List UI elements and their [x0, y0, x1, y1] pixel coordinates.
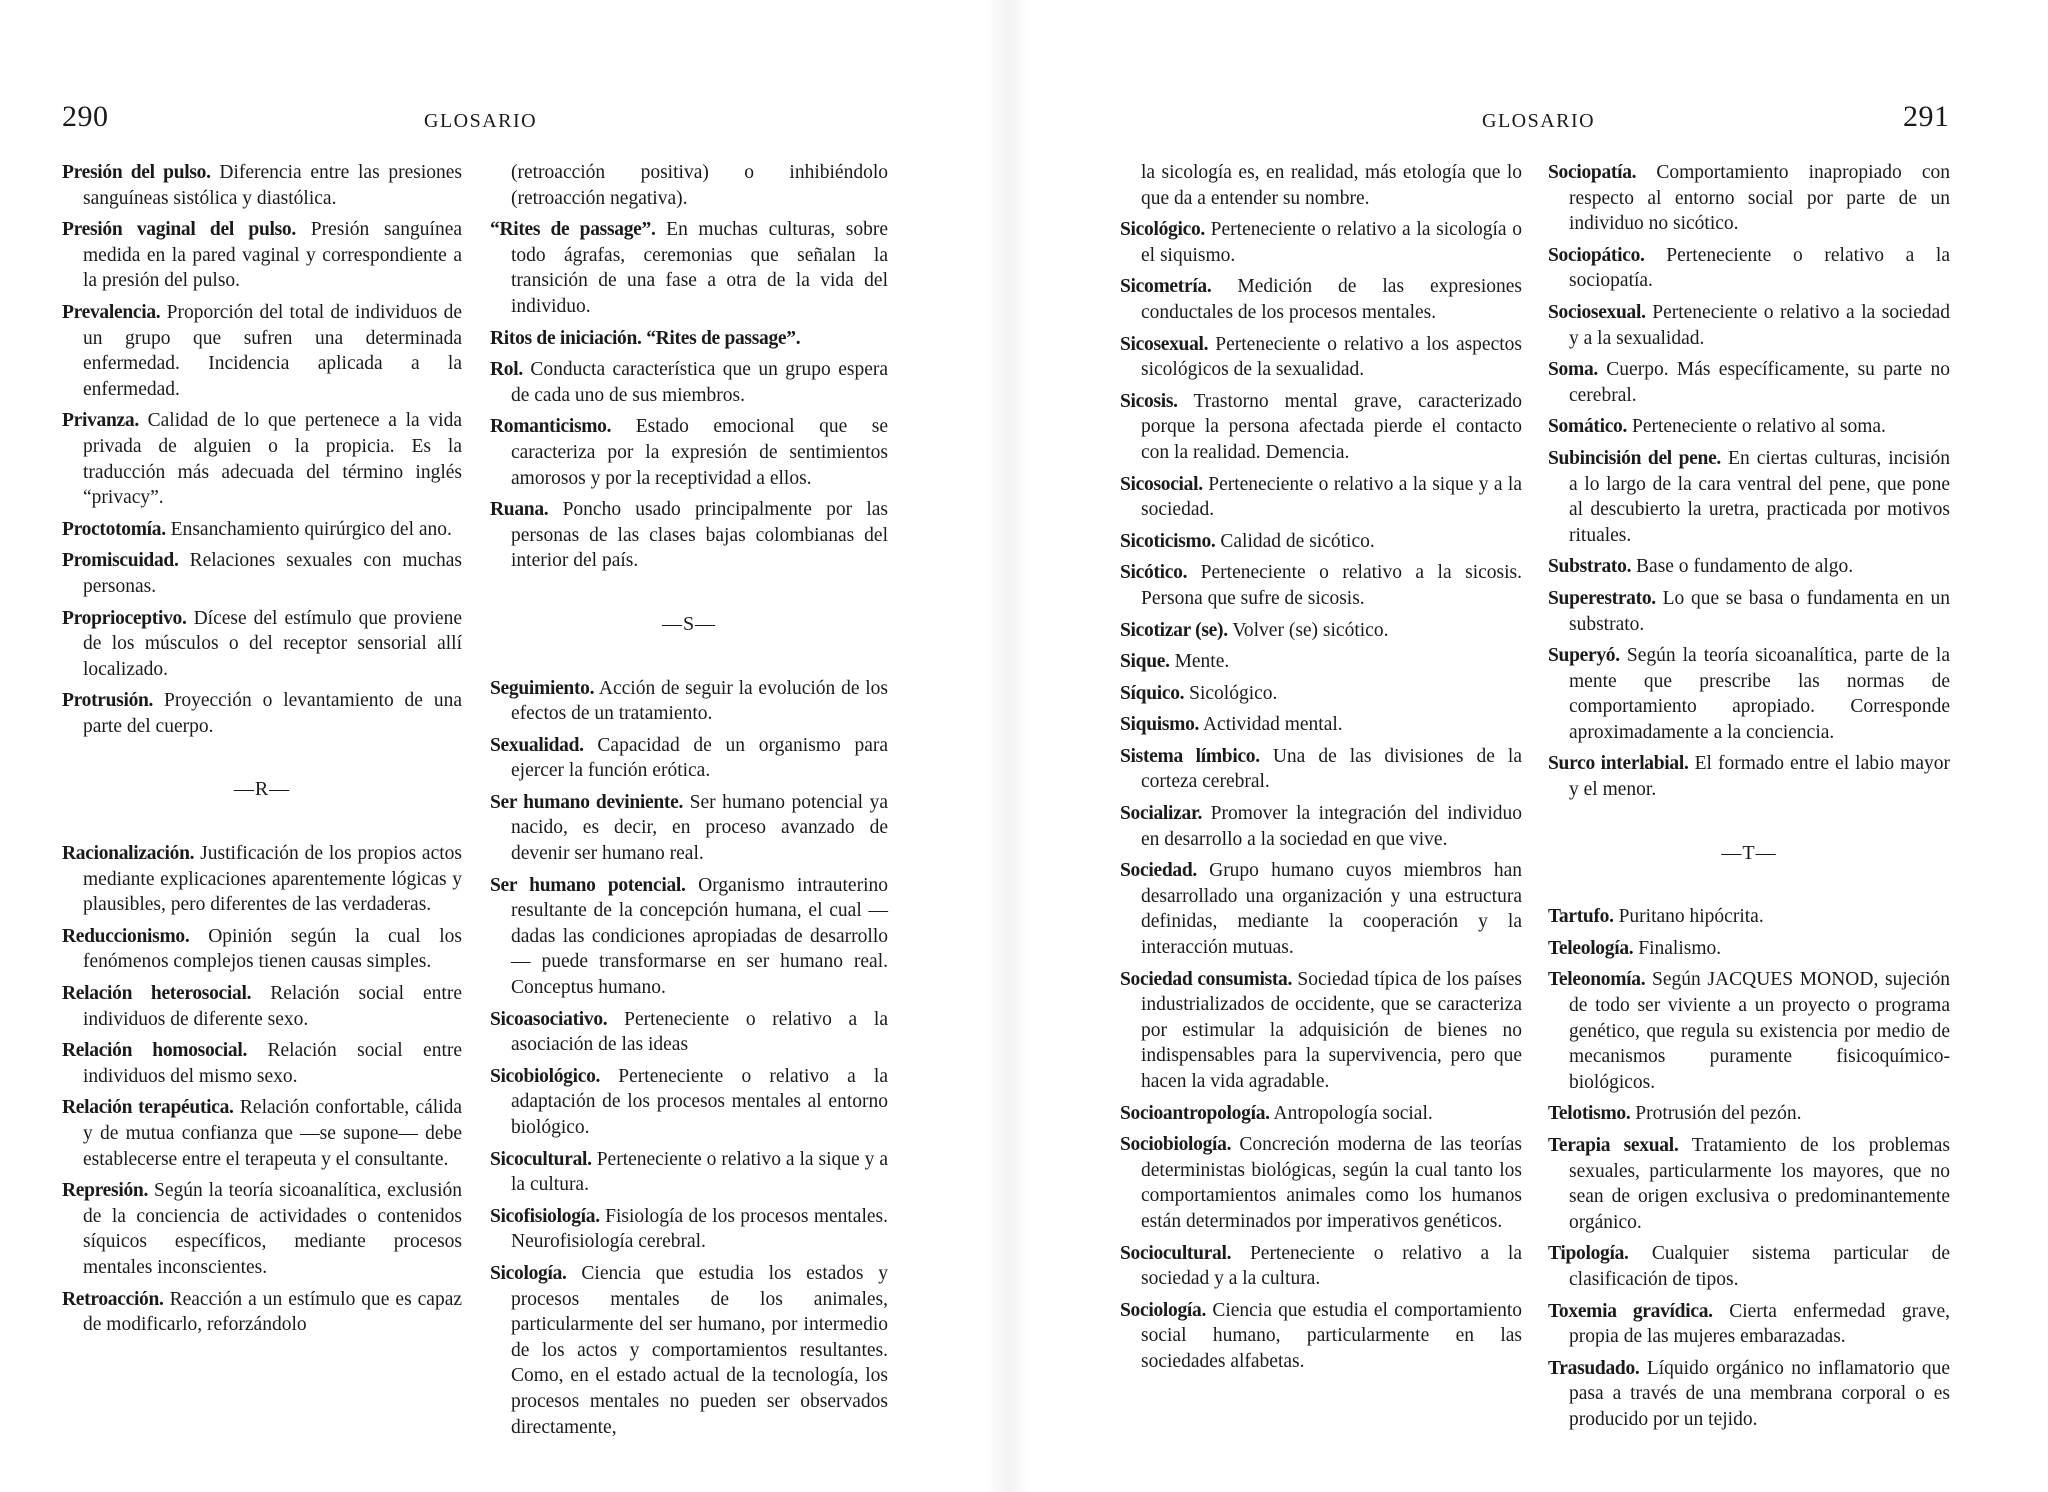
- glossary-term: Telotismo.: [1548, 1103, 1631, 1125]
- glossary-entry: [1548, 643, 1950, 745]
- left-page: [0, 0, 1000, 1492]
- page-number: 291: [1903, 100, 1950, 133]
- glossary-entry: [1548, 1241, 1950, 1292]
- glossary-term: Sique.: [1120, 651, 1170, 673]
- glossary-term: Sistema límbico.: [1120, 745, 1260, 767]
- glossary-entry: [1120, 472, 1522, 523]
- glossary-term: Sicoticismo.: [1120, 530, 1216, 552]
- glossary-entry: [62, 924, 462, 975]
- glossary-definition: Perteneciente o relativo a la adaptación de los procesos mentales al entorno biológico.: [511, 1065, 889, 1138]
- glossary-entry: [1120, 618, 1522, 644]
- glossary-entry: [490, 1064, 888, 1141]
- glossary-definition: Perteneciente o relativo a la sicosis. Persona que sufre de sicosis.: [1141, 562, 1522, 609]
- glossary-definition: Sicológico.: [1189, 682, 1278, 704]
- glossary-definition: Poncho usado principalmente por las personas de las clases bajas colombianas del interior del país.: [511, 499, 889, 572]
- glossary-entry: [1548, 446, 1950, 548]
- glossary-term: Socializar.: [1120, 803, 1203, 825]
- glossary-definition: Fisiología de los procesos mentales. Neurofisiología cerebral.: [511, 1205, 888, 1253]
- glossary-entry: [1548, 1299, 1950, 1350]
- glossary-entry: [1548, 967, 1950, 1095]
- glossary-definition: Perteneciente o relativo a la sicología o el siquismo.: [1141, 219, 1522, 266]
- glossary-term: Privanza.: [62, 410, 139, 432]
- glossary-definition: Relación confortable, cálida y de mutua confianza que —se supone— debe establecerse entre el terapeuta y el consultante.: [83, 1097, 462, 1170]
- glossary-entry: [1548, 160, 1950, 237]
- glossary-definition: Perteneciente o relativo a la sociopatía.: [1569, 244, 1951, 292]
- glossary-definition: Mente.: [1174, 651, 1230, 673]
- glossary-entry: [1548, 300, 1950, 351]
- glossary-entry: [490, 357, 888, 408]
- glossary-entry: [1120, 712, 1522, 738]
- glossary-entry: [1120, 681, 1522, 707]
- glossary-term: Sicotizar (se).: [1120, 619, 1228, 641]
- glossary-entry: [1120, 744, 1522, 795]
- glossary-definition: Reacción a un estímulo que es capaz de modificarlo, reforzándolo: [83, 1288, 463, 1336]
- glossary-definition: Perteneciente o relativo a la asociación de las ideas: [511, 1008, 889, 1056]
- glossary-definition: Conducta característica que un grupo espera de cada uno de sus miembros.: [511, 359, 889, 406]
- glossary-definition: Promover la integración del individuo en desarrollo a la sociedad en que vive.: [1141, 803, 1523, 850]
- glossary-definition: (retroacción positiva) o inhibiéndolo (retroacción negativa).: [511, 162, 888, 209]
- glossary-term: Sicosis.: [1120, 390, 1178, 412]
- glossary-term: Proprioceptivo.: [62, 607, 187, 629]
- glossary-term: Represión.: [62, 1180, 149, 1202]
- glossary-term: Relación heterosocial.: [62, 983, 252, 1005]
- glossary-column: [1120, 160, 1522, 1381]
- glossary-term: Teleología.: [1548, 937, 1634, 959]
- glossary-term: Toxemia gravídica.: [1548, 1300, 1713, 1322]
- glossary-entry: [1548, 1133, 1950, 1235]
- glossary-term: Sicótico.: [1120, 562, 1188, 584]
- glossary-entry: [1120, 389, 1522, 466]
- glossary-entry: [490, 1204, 888, 1255]
- glossary-definition: Opinión según la cual los fenómenos complejos tienen causas simples.: [83, 925, 463, 973]
- glossary-definition: Perteneciente o relativo a la sique y a la sociedad.: [1141, 473, 1522, 521]
- glossary-term: Soma.: [1548, 359, 1598, 381]
- glossary-entry: [490, 1261, 888, 1440]
- glossary-term: Somático.: [1548, 416, 1628, 438]
- glossary-term: Ser humano deviniente.: [490, 791, 684, 813]
- glossary-term: Superestrato.: [1548, 587, 1656, 609]
- glossary-definition: Perteneciente o relativo a la sociedad y a la cultura.: [1141, 1242, 1522, 1290]
- glossary-term: Reduccionismo.: [62, 925, 190, 947]
- section-heading: —R—: [233, 778, 291, 801]
- glossary-term: Rol.: [490, 359, 523, 381]
- glossary-entry: [1120, 332, 1522, 383]
- glossary-entry: [62, 408, 462, 510]
- glossary-entry: [490, 217, 888, 319]
- glossary-column: [490, 160, 888, 1446]
- glossary-term: Sicosexual.: [1120, 333, 1209, 355]
- glossary-entry: [62, 160, 462, 211]
- glossary-definition: Organismo intrauterino resultante de la concepción humana, el cual —dadas las condiciones apropiadas de desarrollo— puede transformarse en ser humano real. Conceptus humano.: [511, 874, 888, 999]
- glossary-entry: [1120, 649, 1522, 675]
- glossary-definition: Medición de las expresiones conductales de los procesos mentales.: [1141, 276, 1522, 323]
- glossary-entry: [62, 300, 462, 402]
- glossary-definition: Grupo humano cuyos miembros han desarrollado una organización y una estructura definidas, mediante la cooperación y la interacción mutuas.: [1141, 860, 1522, 959]
- glossary-definition: En ciertas culturas, incisión a lo largo de la cara ventral del pene, que pone al descubierto la uretra, practicada por motivos rituales.: [1569, 447, 1951, 546]
- glossary-definition: Perteneciente o relativo a la sociedad y a la sexualidad.: [1569, 301, 1951, 349]
- glossary-definition: Acción de seguir la evolución de los efectos de un tratamiento.: [511, 677, 888, 725]
- glossary-entry: [62, 548, 462, 599]
- glossary-term: Proctotomía.: [62, 518, 166, 540]
- glossary-entry: [490, 1147, 888, 1198]
- glossary-definition: Capacidad de un organismo para ejercer la función erótica.: [511, 734, 888, 782]
- glossary-definition: Perteneciente o relativo a los aspectos sicológicos de la sexualidad.: [1141, 333, 1522, 381]
- glossary-term: Sicoasociativo.: [490, 1008, 608, 1030]
- glossary-entry: [1548, 414, 1950, 440]
- glossary-definition: Antropología social.: [1273, 1102, 1433, 1124]
- glossary-definition: Dícese del estímulo que proviene de los músculos o del receptor sensorial allí localizado.: [83, 607, 462, 680]
- glossary-entry: [1120, 858, 1522, 960]
- glossary-definition: Perteneciente o relativo al soma.: [1631, 416, 1886, 438]
- glossary-entry: [62, 217, 462, 294]
- glossary-entry: [490, 160, 888, 211]
- glossary-definition: Perteneciente o relativo a la sique y a la cultura.: [511, 1148, 889, 1196]
- glossary-term: Sociedad.: [1120, 860, 1197, 882]
- glossary-definition: Tratamiento de los problemas sexuales, particularmente los mayores, que no sean de origen exclusiva o predominantemente orgánico.: [1569, 1135, 1950, 1233]
- glossary-definition: Lo que se basa o fundamenta en un substrato.: [1569, 587, 1950, 635]
- glossary-definition: Líquido orgánico no inflamatorio que pasa a través de una membrana corporal o es producido por un tejido.: [1569, 1357, 1950, 1430]
- glossary-definition: Relaciones sexuales con muchas personas.: [83, 550, 462, 597]
- glossary-entry: [1120, 529, 1522, 555]
- glossary-definition: Cualquier sistema particular de clasificación de tipos.: [1569, 1243, 1951, 1290]
- glossary-definition: Proporción del total de individuos de un grupo que sufren una determinada enfermedad. Incidencia aplicada a la enfermedad.: [83, 301, 462, 400]
- glossary-term: Sicometría.: [1120, 276, 1212, 298]
- running-head: GLOSARIO: [424, 110, 538, 132]
- glossary-entry: [1548, 243, 1950, 294]
- glossary-term: Ritos de iniciación. “Rites de passage”.: [490, 327, 801, 349]
- glossary-definition: Finalismo.: [1638, 937, 1722, 959]
- glossary-column: [1548, 160, 1950, 1439]
- glossary-definition: Comportamiento inapropiado con respecto al entorno social por parte de un individuo no sicótico.: [1569, 162, 1951, 235]
- glossary-definition: Puritano hipócrita.: [1618, 906, 1764, 928]
- glossary-entry: [1120, 560, 1522, 611]
- glossary-term: Ser humano potencial.: [490, 874, 686, 896]
- glossary-term: Prevalencia.: [62, 301, 161, 323]
- glossary-definition: Ciencia que estudia los estados y procesos mentales de los animales, particularmente del ser humano, por intermedio de los actos y comportamientos resultantes. Como, en el estado actual de la tecnología, los procesos mentales no pueden ser observados directamente,: [511, 1262, 888, 1438]
- glossary-entry: [1120, 1132, 1522, 1234]
- glossary-entry: [490, 873, 888, 1001]
- glossary-definition: la sicología es, en realidad, más etología que lo que da a entender su nombre.: [1141, 162, 1522, 209]
- glossary-term: Tipología.: [1548, 1243, 1629, 1265]
- glossary-term: Sicocultural.: [490, 1148, 592, 1170]
- glossary-term: Sociología.: [1120, 1299, 1207, 1321]
- glossary-definition: Calidad de sicótico.: [1220, 530, 1375, 552]
- glossary-column: [62, 160, 462, 1344]
- glossary-definition: El formado entre el labio mayor y el menor.: [1569, 753, 1950, 801]
- glossary-term: Relación terapéutica.: [62, 1097, 234, 1119]
- glossary-entry: [62, 606, 462, 683]
- glossary-definition: Calidad de lo que pertenece a la vida privada de alguien o la propicia. Es la traducción más adecuada del término inglés “privacy”.: [83, 410, 462, 509]
- glossary-entry: [1548, 554, 1950, 580]
- glossary-entry: [62, 517, 462, 543]
- glossary-term: Sociosexual.: [1548, 301, 1646, 323]
- glossary-term: Socioantropología.: [1120, 1102, 1270, 1124]
- glossary-entry: [1548, 936, 1950, 962]
- glossary-definition: Justificación de los propios actos mediante explicaciones aparentemente lógicas y plausibles, pero diferentes de las verdaderas.: [83, 843, 463, 916]
- glossary-term: Racionalización.: [62, 843, 195, 865]
- running-head: GLOSARIO: [1482, 110, 1596, 132]
- glossary-entry: [62, 688, 462, 739]
- glossary-term: Subincisión del pene.: [1548, 447, 1722, 469]
- glossary-definition: Relación social entre individuos de diferente sexo.: [83, 983, 462, 1030]
- glossary-definition: Una de las divisiones de la corteza cerebral.: [1141, 745, 1522, 793]
- glossary-entry: [62, 1287, 462, 1338]
- glossary-entry: [1120, 217, 1522, 268]
- glossary-term: Teleonomía.: [1548, 969, 1646, 991]
- glossary-term: Sicofisiología.: [490, 1205, 600, 1227]
- glossary-term: Siquismo.: [1120, 714, 1200, 736]
- glossary-term: Tartufo.: [1548, 906, 1614, 928]
- glossary-term: Retroacción.: [62, 1288, 164, 1310]
- glossary-definition: Según JACQUES MONOD, sujeción de todo ser viviente a un proyecto o programa genético, que regula su existencia por medio de mecanismos puramente fisicoquímico-biológicos.: [1569, 969, 1951, 1093]
- glossary-term: Sicológico.: [1120, 219, 1205, 241]
- page-number: 290: [62, 100, 109, 133]
- glossary-entry: [1120, 274, 1522, 325]
- glossary-entry: [1548, 1101, 1950, 1127]
- glossary-definition: Según la teoría sicoanalítica, exclusión de la conciencia de actividades o contenidos síquicos específicos, mediante procesos mentales inconscientes.: [83, 1180, 462, 1278]
- glossary-entry: [1120, 1298, 1522, 1375]
- section-heading: —S—: [661, 612, 717, 635]
- glossary-term: Presión del pulso.: [62, 162, 211, 183]
- glossary-term: Sociocultural.: [1120, 1242, 1232, 1264]
- glossary-entry: [62, 1178, 462, 1280]
- glossary-entry: [490, 676, 888, 727]
- glossary-term: Sociopático.: [1548, 244, 1645, 266]
- glossary-term: Promiscuidad.: [62, 550, 179, 572]
- glossary-term: “Rites de passage”.: [490, 219, 656, 241]
- glossary-entry: [1120, 967, 1522, 1095]
- glossary-term: Ruana.: [490, 499, 549, 521]
- glossary-term: Sociopatía.: [1548, 162, 1637, 183]
- glossary-definition: Base o fundamento de algo.: [1636, 556, 1854, 578]
- glossary-definition: En muchas culturas, sobre todo ágrafas, ceremonias que señalan la transición de una fase a otra de la vida del individuo.: [511, 219, 889, 317]
- glossary-entry: [1548, 1356, 1950, 1433]
- glossary-definition: Proyección o levantamiento de una parte del cuerpo.: [83, 690, 462, 737]
- glossary-term: Substrato.: [1548, 556, 1632, 578]
- glossary-term: Sexualidad.: [490, 734, 584, 756]
- glossary-definition: Cuerpo. Más específicamente, su parte no cerebral.: [1569, 359, 1951, 406]
- glossary-entry: [490, 497, 888, 574]
- glossary-definition: Estado emocional que se caracteriza por la expresión de sentimientos amorosos y por la receptividad a ellos.: [511, 416, 888, 489]
- glossary-term: Terapia sexual.: [1548, 1135, 1679, 1156]
- glossary-term: Síquico.: [1120, 682, 1185, 704]
- glossary-definition: Concreción moderna de las teorías deterministas biológicas, según la cual tanto los comportamientos animales como los humanos están determinados por imperativos genéticos.: [1141, 1134, 1523, 1232]
- glossary-entry: [490, 414, 888, 491]
- glossary-term: Relación homosocial.: [62, 1040, 248, 1062]
- glossary-entry: [490, 326, 888, 352]
- glossary-term: Sicobiológico.: [490, 1065, 601, 1087]
- glossary-entry: [62, 841, 462, 918]
- glossary-term: Sociedad consumista.: [1120, 968, 1293, 990]
- glossary-definition: Relación social entre individuos del mismo sexo.: [83, 1040, 463, 1087]
- glossary-entry: [1120, 1101, 1522, 1127]
- glossary-term: Seguimiento.: [490, 677, 595, 699]
- glossary-definition: Protrusión del pezón.: [1635, 1103, 1802, 1125]
- glossary-entry: [490, 790, 888, 867]
- glossary-entry: [490, 733, 888, 784]
- glossary-entry: [62, 981, 462, 1032]
- glossary-definition: Volver (se) sicótico.: [1232, 619, 1389, 641]
- glossary-entry: [1120, 1241, 1522, 1292]
- section-heading: —T—: [1721, 841, 1777, 864]
- glossary-term: Superyó.: [1548, 645, 1620, 667]
- glossary-term: Sociobiología.: [1120, 1134, 1232, 1156]
- right-page: [1000, 0, 2048, 1492]
- glossary-entry: [1120, 160, 1522, 211]
- glossary-term: Surco interlabial.: [1548, 753, 1689, 775]
- glossary-definition: Actividad mental.: [1202, 714, 1343, 736]
- glossary-definition: Diferencia entre las presiones sanguíneas sistólica y diastólica.: [83, 162, 462, 209]
- glossary-definition: Sociedad típica de los países industrializados de occidente, que se caracteriza por estimular la adquisición de bienes no indispensables para la supervivencia, pero que hacen la vida agradable.: [1141, 968, 1522, 1092]
- glossary-definition: Ensanchamiento quirúrgico del ano.: [170, 518, 452, 540]
- glossary-entry: [1548, 586, 1950, 637]
- glossary-term: Presión vaginal del pulso.: [62, 219, 296, 241]
- glossary-definition: Cierta enfermedad grave, propia de las mujeres embarazadas.: [1569, 1300, 1951, 1348]
- glossary-entry: [1548, 904, 1950, 930]
- glossary-definition: Presión sanguínea medida en la pared vaginal y correspondiente a la presión del pulso.: [83, 219, 463, 292]
- glossary-entry: [62, 1095, 462, 1172]
- glossary-definition: Ser humano potencial ya nacido, es decir, en proceso avanzado de devenir ser humano real.: [511, 791, 888, 865]
- glossary-entry: [490, 1007, 888, 1058]
- glossary-definition: Trastorno mental grave, caracterizado porque la persona afectada pierde el contacto con la realidad. Demencia.: [1141, 390, 1522, 463]
- glossary-term: Romanticismo.: [490, 416, 612, 438]
- glossary-definition: Según la teoría sicoanalítica, parte de la mente que prescribe las normas de comportamiento apropiado. Corresponde aproximadamente a la conciencia.: [1569, 645, 1950, 743]
- glossary-term: Protrusión.: [62, 690, 154, 712]
- glossary-entry: [1548, 751, 1950, 802]
- glossary-term: Sicología.: [490, 1262, 567, 1284]
- glossary-entry: [1548, 357, 1950, 408]
- glossary-term: Trasudado.: [1548, 1357, 1640, 1379]
- glossary-term: Sicosocial.: [1120, 473, 1203, 495]
- glossary-definition: Ciencia que estudia el comportamiento social humano, particularmente en las sociedades alfabetas.: [1141, 1299, 1522, 1372]
- glossary-entry: [1120, 801, 1522, 852]
- glossary-entry: [62, 1038, 462, 1089]
